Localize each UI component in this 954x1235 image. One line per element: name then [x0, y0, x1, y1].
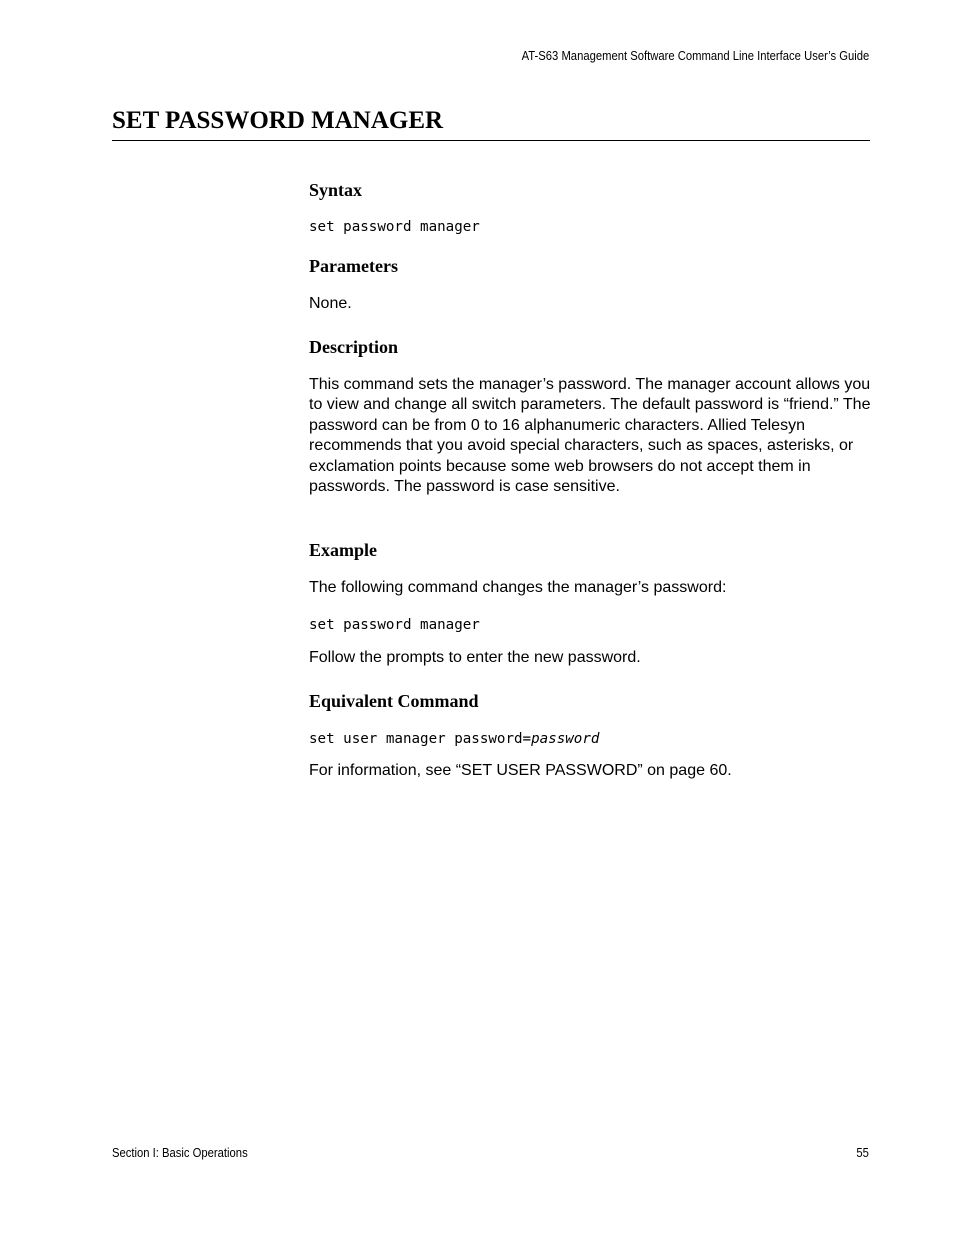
page-title: SET PASSWORD MANAGER: [112, 107, 444, 134]
example-intro: The following command changes the manager’s password:: [309, 579, 727, 596]
description-text: This command sets the manager’s password. The manager account allows you to view and change all switch parameters. The default password is “friend.” The password can be from 0 to 16 alphanumeric characters. Allied Telesyn recommends that you avoid special characters, such as spaces, asterisks, or exclamation points because some web browsers do not accept them in passwords. The password is case sensitive.: [309, 376, 871, 496]
running-header: AT-S63 Management Software Command Line Interface User’s Guide: [521, 49, 869, 63]
equivalent-command-code-prefix: set user manager password=: [309, 731, 532, 747]
equivalent-command-code: [309, 730, 599, 748]
footer-section-label: Section I: Basic Operations: [112, 1146, 248, 1160]
description-heading: Description: [309, 337, 398, 357]
equivalent-command-code-param: password: [531, 731, 600, 747]
parameters-text: None.: [309, 295, 352, 312]
equivalent-command-heading: Equivalent Command: [309, 691, 479, 711]
equivalent-command-reference: For information, see “SET USER PASSWORD” on page 60.: [309, 762, 732, 779]
title-rule: [112, 140, 870, 141]
example-followup: Follow the prompts to enter the new password.: [309, 649, 641, 666]
syntax-heading: Syntax: [309, 180, 363, 200]
footer-page-number: 55: [856, 1146, 869, 1160]
example-code: set password manager: [309, 617, 480, 633]
example-heading: Example: [309, 540, 378, 560]
parameters-heading: Parameters: [309, 256, 398, 276]
syntax-code: set password manager: [309, 219, 480, 235]
